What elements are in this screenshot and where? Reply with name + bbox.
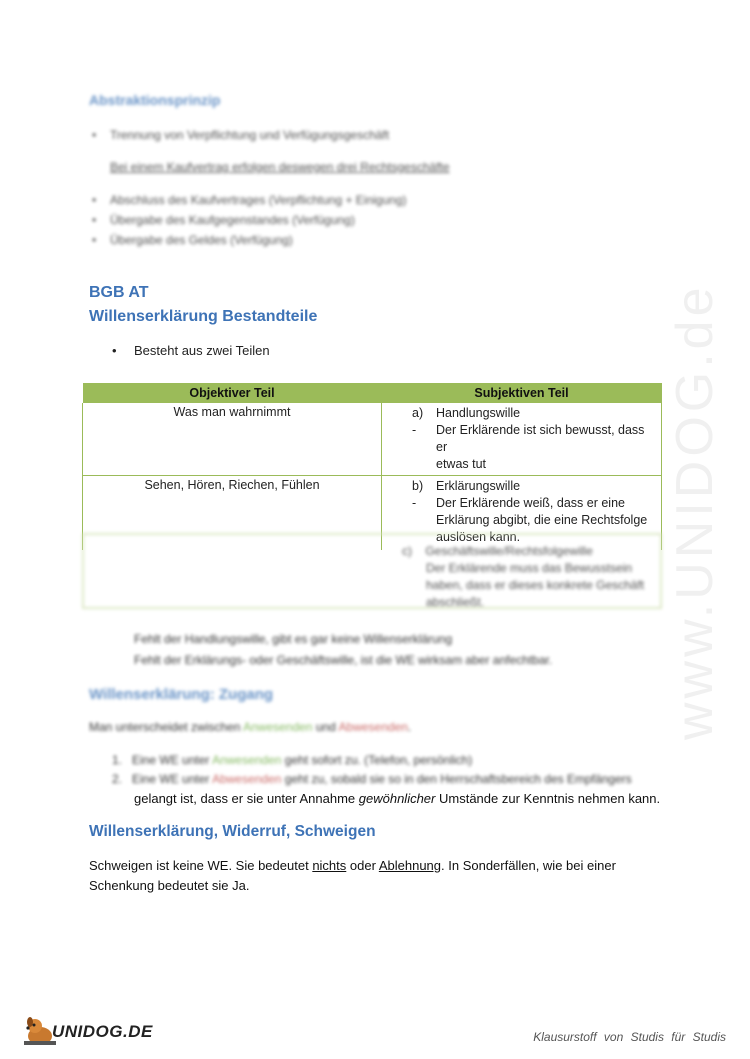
logo-text: UNIDOG.DE [52,1022,153,1041]
paragraph-line: Schweigen ist keine WE. Sie bedeutet nichts oder Ablehnung. In Sonderfällen, wie bei einer [89,858,616,873]
bullet-item: • Besteht aus zwei Teilen [134,343,270,358]
note-line: Fehlt der Erklärungs- oder Geschäftswille, ist die WE wirksam aber anfechtbar. [134,653,553,667]
list-item-continuation: gelangt ist, dass er sie unter Annahme gewöhnlicher Umstände zur Kenntnis nehmen kann. [134,791,661,806]
blurred-table-row [82,533,662,609]
subline-text: Erklärung abgibt, die eine Rechtsfolge [436,513,648,527]
section-title-abstraktion: Abstraktionsprinzip [89,92,221,108]
underlined-line: Bei einem Kaufvertrag erfolgen deswegen drei Rechtsgeschäfte [110,160,450,174]
subline-text: auslösen kann. [436,530,521,544]
note-line: Fehlt der Handlungswille, gibt es gar keine Willenserklärung [134,632,453,646]
watermark-text: www.UNIDOG.de [666,283,724,740]
bullet-item: • Trennung von Verpflichtung und Verfügungsgeschäft [110,128,389,142]
footer-tagline: Klausurstoff von Studis für Studis [533,1030,726,1044]
heading-bgb-at: BGB AT [89,284,149,301]
subline-text: haben, dass er dieses konkrete Geschäft [426,578,645,592]
table-cell: Was man wahrnimmt [83,403,382,476]
zugang-intro: Man unterscheidet zwischen Anwesenden und Abwesenden. [89,720,412,734]
bullet-item: • Übergabe des Geldes (Verfügung) [110,233,293,247]
table-row [83,403,662,476]
subline-title: c) Geschäftswille/Rechtsfolgewille [402,544,593,558]
table-header-objektiv: Objektiver Teil [83,383,382,403]
bullet-item: • Übergabe des Kaufgegenstandes (Verfügung) [110,213,355,227]
table-header-subjektiv: Subjektiven Teil [382,383,662,403]
table-cell [382,403,662,476]
subline-text: - Der Erklärende ist sich bewusst, dass er [412,423,645,454]
paragraph-line: Schenkung bedeutet sie Ja. [89,878,250,893]
heading-zugang: Willenserklärung: Zugang [89,686,274,703]
subline-title: a) Handlungswille [412,406,521,420]
subline-text: Der Erklärende muss das Bewusstsein [426,561,633,575]
heading-willenserklaerung-bestandteile: Willenserklärung Bestandteile [89,308,318,325]
subline-text: abschließt. [426,595,485,609]
willenserklaerung-table [82,383,662,550]
list-item: 1. Eine WE unter Anwesenden geht sofort zu. (Telefon, persönlich) [112,753,473,767]
list-item: 2. Eine WE unter Abwesenden geht zu, sobald sie so in den Herrschaftsbereich des Empfängers [112,772,632,786]
unidog-logo [22,1014,152,1048]
subline-text: - Der Erklärende weiß, dass er eine [412,496,625,510]
bullet-item: • Abschluss des Kaufvertrages (Verpflichtung + Einigung) [110,193,407,207]
heading-widerruf-schweigen: Willenserklärung, Widerruf, Schweigen [89,823,376,840]
table-cell: Sehen, Hören, Riechen, Fühlen [83,476,382,551]
table-header-row [83,383,662,403]
subline-title: b) Erklärungswille [412,479,521,493]
subline-text: etwas tut [436,457,487,471]
